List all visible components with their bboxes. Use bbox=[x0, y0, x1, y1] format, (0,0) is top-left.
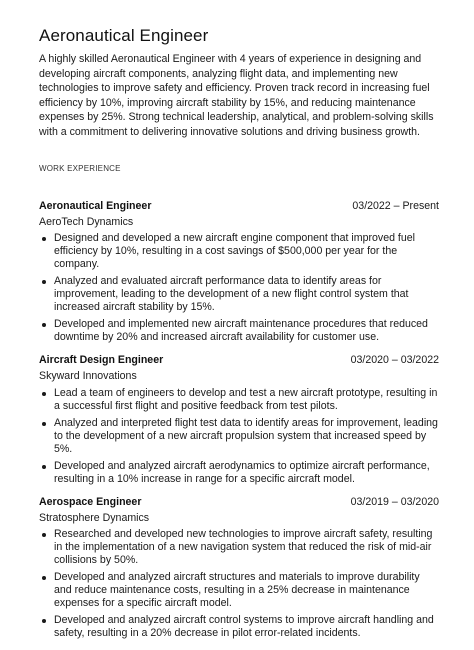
company-name: Stratosphere Dynamics bbox=[39, 511, 150, 524]
bullet-text: Designed and developed a new aircraft engine component that improved fuel efficiency by 10%, resulting in a cost savings of $500,000 per year for the company. bbox=[54, 232, 416, 271]
bullet-icon bbox=[42, 576, 46, 580]
bullet-text: Analyzed and interpreted flight test data to identify areas for improvement, leading to the development of a new aircraft propulsion system that increased speed by 5%. bbox=[54, 416, 438, 455]
bullet-text: Researched and developed new technologies to improve aircraft safety, resulting in the implementation of a new navigation system that reduced the risk of mid-air collisions by 50%. bbox=[54, 528, 433, 567]
job-dates: 03/2019 – 03/2020 bbox=[350, 495, 439, 508]
job-title: Aerospace Engineer bbox=[39, 495, 142, 508]
bullet-icon bbox=[42, 237, 46, 241]
job-entry bbox=[39, 496, 439, 641]
bullet-text: Lead a team of engineers to develop and test a new aircraft prototype, resulting in a successful first flight and positive feedback from test pilots. bbox=[54, 386, 438, 412]
bullet-text: Developed and implemented new aircraft maintenance procedures that reduced downtime by 20% and increased aircraft availability for customer use. bbox=[54, 318, 428, 344]
resume-name: Aeronautical Engineer bbox=[39, 26, 209, 45]
job-entry bbox=[39, 354, 439, 486]
bullet-item bbox=[39, 460, 439, 486]
bullet-icon bbox=[42, 619, 46, 623]
bullet-icon bbox=[42, 280, 46, 284]
job-dates: 03/2020 – 03/2022 bbox=[350, 354, 439, 367]
job-header bbox=[39, 200, 439, 214]
bullet-item bbox=[39, 387, 439, 413]
bullet-item bbox=[39, 318, 439, 344]
bullet-item bbox=[39, 275, 439, 314]
bullet-item bbox=[39, 528, 439, 567]
bullet-item bbox=[39, 417, 439, 456]
bullet-icon bbox=[42, 465, 46, 469]
work-experience-heading: WORK EXPERIENCE bbox=[39, 163, 121, 173]
bullet-item bbox=[39, 571, 439, 610]
job-title: Aircraft Design Engineer bbox=[39, 354, 164, 367]
job-header bbox=[39, 354, 439, 368]
bullet-icon bbox=[42, 392, 46, 396]
company-name: Skyward Innovations bbox=[39, 370, 137, 383]
job-header bbox=[39, 496, 439, 510]
bullet-item bbox=[39, 232, 439, 271]
resume-page bbox=[39, 26, 439, 650]
company-name: AeroTech Dynamics bbox=[39, 215, 134, 228]
job-entry bbox=[39, 200, 439, 345]
job-bullets bbox=[39, 232, 439, 344]
job-bullets bbox=[39, 528, 439, 640]
job-dates: 03/2022 – Present bbox=[352, 199, 439, 212]
job-bullets bbox=[39, 387, 439, 486]
bullet-icon bbox=[42, 422, 46, 426]
bullet-icon bbox=[42, 533, 46, 537]
job-title: Aeronautical Engineer bbox=[39, 199, 152, 212]
bullet-icon bbox=[42, 323, 46, 327]
bullet-text: Developed and analyzed aircraft aerodynamics to optimize aircraft performance, resulting in a 10% increase in range for a specific aircraft model. bbox=[54, 459, 430, 485]
bullet-text: Analyzed and evaluated aircraft performance data to identify areas for improvement, leading to the development of a new flight control system that increased aircraft stability by 15%. bbox=[54, 275, 409, 314]
bullet-item bbox=[39, 614, 439, 640]
bullet-text: Developed and analyzed aircraft control systems to improve aircraft handling and safety, resulting in a 20% decrease in pilot error-related incidents. bbox=[54, 614, 434, 640]
summary-paragraph: A highly skilled Aeronautical Engineer with 4 years of experience in designing and developing aircraft components, analyzing flight data, and implementing new technologies to improve safety and efficiency. Proven track record in increasing fuel efficiency by 10%, improving aircraft stability by 15%, and reducing maintenance expenses by 25%. Strong technical leadership, analytical, and problem-solving skills with a commitment to delivering innovative solutions and driving business growth. bbox=[39, 53, 434, 138]
bullet-text: Developed and analyzed aircraft structures and materials to improve durability and reduce maintenance costs, resulting in a 25% decrease in maintenance expenses for a specific aircraft model. bbox=[54, 571, 420, 610]
